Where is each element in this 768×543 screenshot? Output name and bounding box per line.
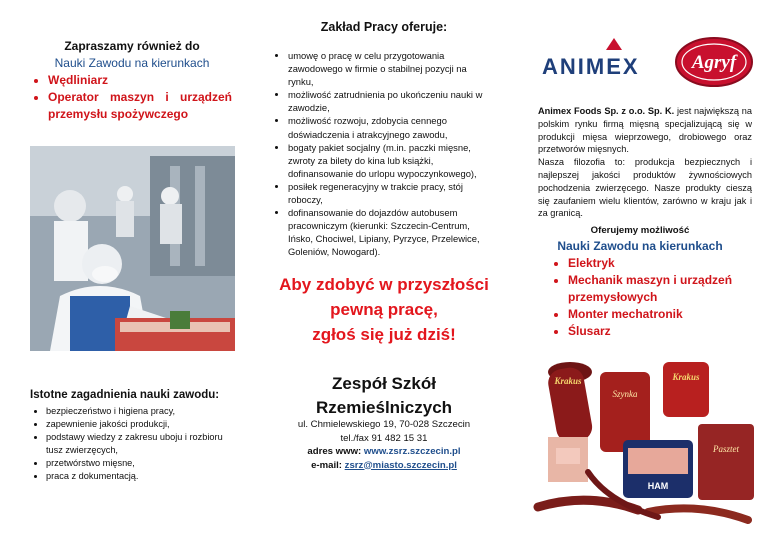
school-address [256, 418, 512, 472]
opportunity-item: • Ślusarz [568, 323, 758, 340]
offer-item-cont: dofinansowanie do urlopu wypoczynkowego), [288, 167, 477, 179]
invite-item-operator-cont: przemysłu spożywczego [48, 107, 189, 121]
opportunity-item-cont: przemysłowych [568, 290, 658, 304]
company-philosophy: Nasza filozofia to: produkcja bezpiecznych i najlepszej jakości produktów żywnościowych pochodzenia zwierzęcego. Nasze produkty cieszą się zaufaniem wielu klientów, zarówno w kraju jak i za granicą. [538, 157, 752, 219]
offer-item-cont: roboczy, [288, 194, 323, 206]
opportunity-subtitle: Nauki Zawodu na kierunkach [557, 239, 723, 253]
call-to-action [256, 272, 512, 347]
www-link[interactable]: www.zsrz.szczecin.pl [363, 446, 461, 457]
offer-item-cont: zawodowego w firmie o stabilnej pozycji na [288, 63, 467, 75]
address-www-row [256, 445, 512, 459]
issue-item: • podstawy wiedzy z zakresu uboju i rozbioru [46, 431, 240, 444]
offer-title: Zakład Pracy oferuje: [320, 20, 448, 34]
invite-item-wedliniarz: • Wędliniarz [48, 72, 232, 89]
offer-item-cont: pracowniczym (kierunki: Szczecin-Centrum, [288, 220, 470, 232]
offer-item: • umowę o pracę w celu przygotowania [288, 49, 510, 62]
agryf-logo-text: Agryf [691, 52, 737, 73]
animex-logo-text: ANIMEX [542, 54, 640, 79]
invite-section [32, 38, 232, 123]
agryf-logo [676, 38, 752, 86]
company-description: jest największą na polskim rynku firmą mięsną specjalizującą się w produkcji mięsa wieprzowego, drobiowego oraz przetworów mięsnych. [538, 106, 752, 155]
invite-item-operator: • Operator maszyn i urządzeń [48, 89, 232, 106]
opportunity-list [552, 255, 758, 340]
opportunity-title: Oferujemy możliwość [590, 225, 690, 236]
meat-processing-worker-icon [30, 146, 235, 351]
email-label: e-mail: [311, 459, 345, 471]
offer-item-cont: doświadczenia i atrakcyjnego zawodu, [288, 128, 448, 140]
company-about [538, 105, 752, 220]
school-name [256, 372, 512, 420]
address-phone: tel./fax 91 482 15 31 [340, 432, 428, 444]
offer-item: • możliwość zatrudnienia po ukończeniu nauki w [288, 88, 510, 101]
school-name-line: Zespół Szkół [332, 374, 436, 393]
opportunity-item: • Elektryk [568, 255, 758, 272]
opportunity-item: • Mechanik maszyn i urządzeń [568, 272, 758, 289]
invite-list [32, 72, 232, 123]
issue-item-cont: tusz zwierzęcych, [46, 445, 118, 455]
product-label: Szynka [612, 389, 638, 399]
school-name-line: Rzemieślniczych [315, 398, 453, 417]
address-street: ul. Chmielewskiego 19, 70-028 Szczecin [297, 419, 471, 430]
issue-item: • bezpieczeństwo i higiena pracy, [46, 405, 240, 418]
invite-lead: Zapraszamy również do [64, 39, 200, 53]
offer-item-cont: Goleniów, Nowogard). [288, 246, 381, 258]
product-label: Krakus [554, 376, 582, 386]
issues-list [30, 405, 240, 483]
offer-item: • bogaty pakiet socjalny (m.in. paczki mięsne, [288, 141, 510, 154]
issue-item: • praca z dokumentacją. [46, 470, 240, 483]
offer-item-cont: zawodzie, [288, 102, 330, 114]
product-label: HAM [647, 481, 669, 491]
offer-item: • dofinansowanie do dojazdów autobusem [288, 206, 510, 219]
products-photo [528, 352, 758, 530]
issues-section [30, 389, 240, 483]
animex-logo [542, 38, 640, 79]
offer-item-cont: rynku, [288, 76, 314, 88]
address-email-row [256, 459, 512, 473]
cta-line: pewną pracę, [330, 300, 438, 319]
cta-line: Aby zdobyć w przyszłości [279, 275, 489, 294]
offer-item-cont: zwroty za bilety do kina lub książki, [288, 154, 434, 166]
offer-item: • posiłek regeneracyjny w trakcie pracy, stój [288, 180, 510, 193]
logos [528, 30, 756, 90]
issue-item: • zapewnienie jakości produkcji, [46, 418, 240, 431]
product-label: Krakus [672, 372, 700, 382]
offer-item: • możliwość rozwoju, zdobycia cennego [288, 114, 510, 127]
company-logos [528, 30, 756, 90]
product-label: Pasztet [713, 444, 739, 454]
offer-item-cont: Ińsko, Chociwel, Lipiany, Pyrzyce, Przelewice, [288, 233, 480, 245]
invite-subtitle: Nauki Zawodu na kierunkach [54, 56, 210, 70]
worker-photo [30, 146, 235, 351]
meat-products-icon [528, 352, 758, 530]
issue-item: • przetwórstwo mięsne, [46, 457, 240, 470]
opportunity-item: • Monter mechatronik [568, 306, 758, 323]
cta-line: zgłoś się już dziś! [312, 325, 456, 344]
company-name: Animex Foods Sp. z o.o. Sp. K. [538, 106, 675, 116]
www-label: adres www: [307, 446, 364, 457]
offer-list [272, 49, 510, 259]
issues-heading: Istotne zagadnienia nauki zawodu: [30, 389, 220, 401]
email-link[interactable]: zsrz@miasto.szczecin.pl [344, 459, 457, 471]
